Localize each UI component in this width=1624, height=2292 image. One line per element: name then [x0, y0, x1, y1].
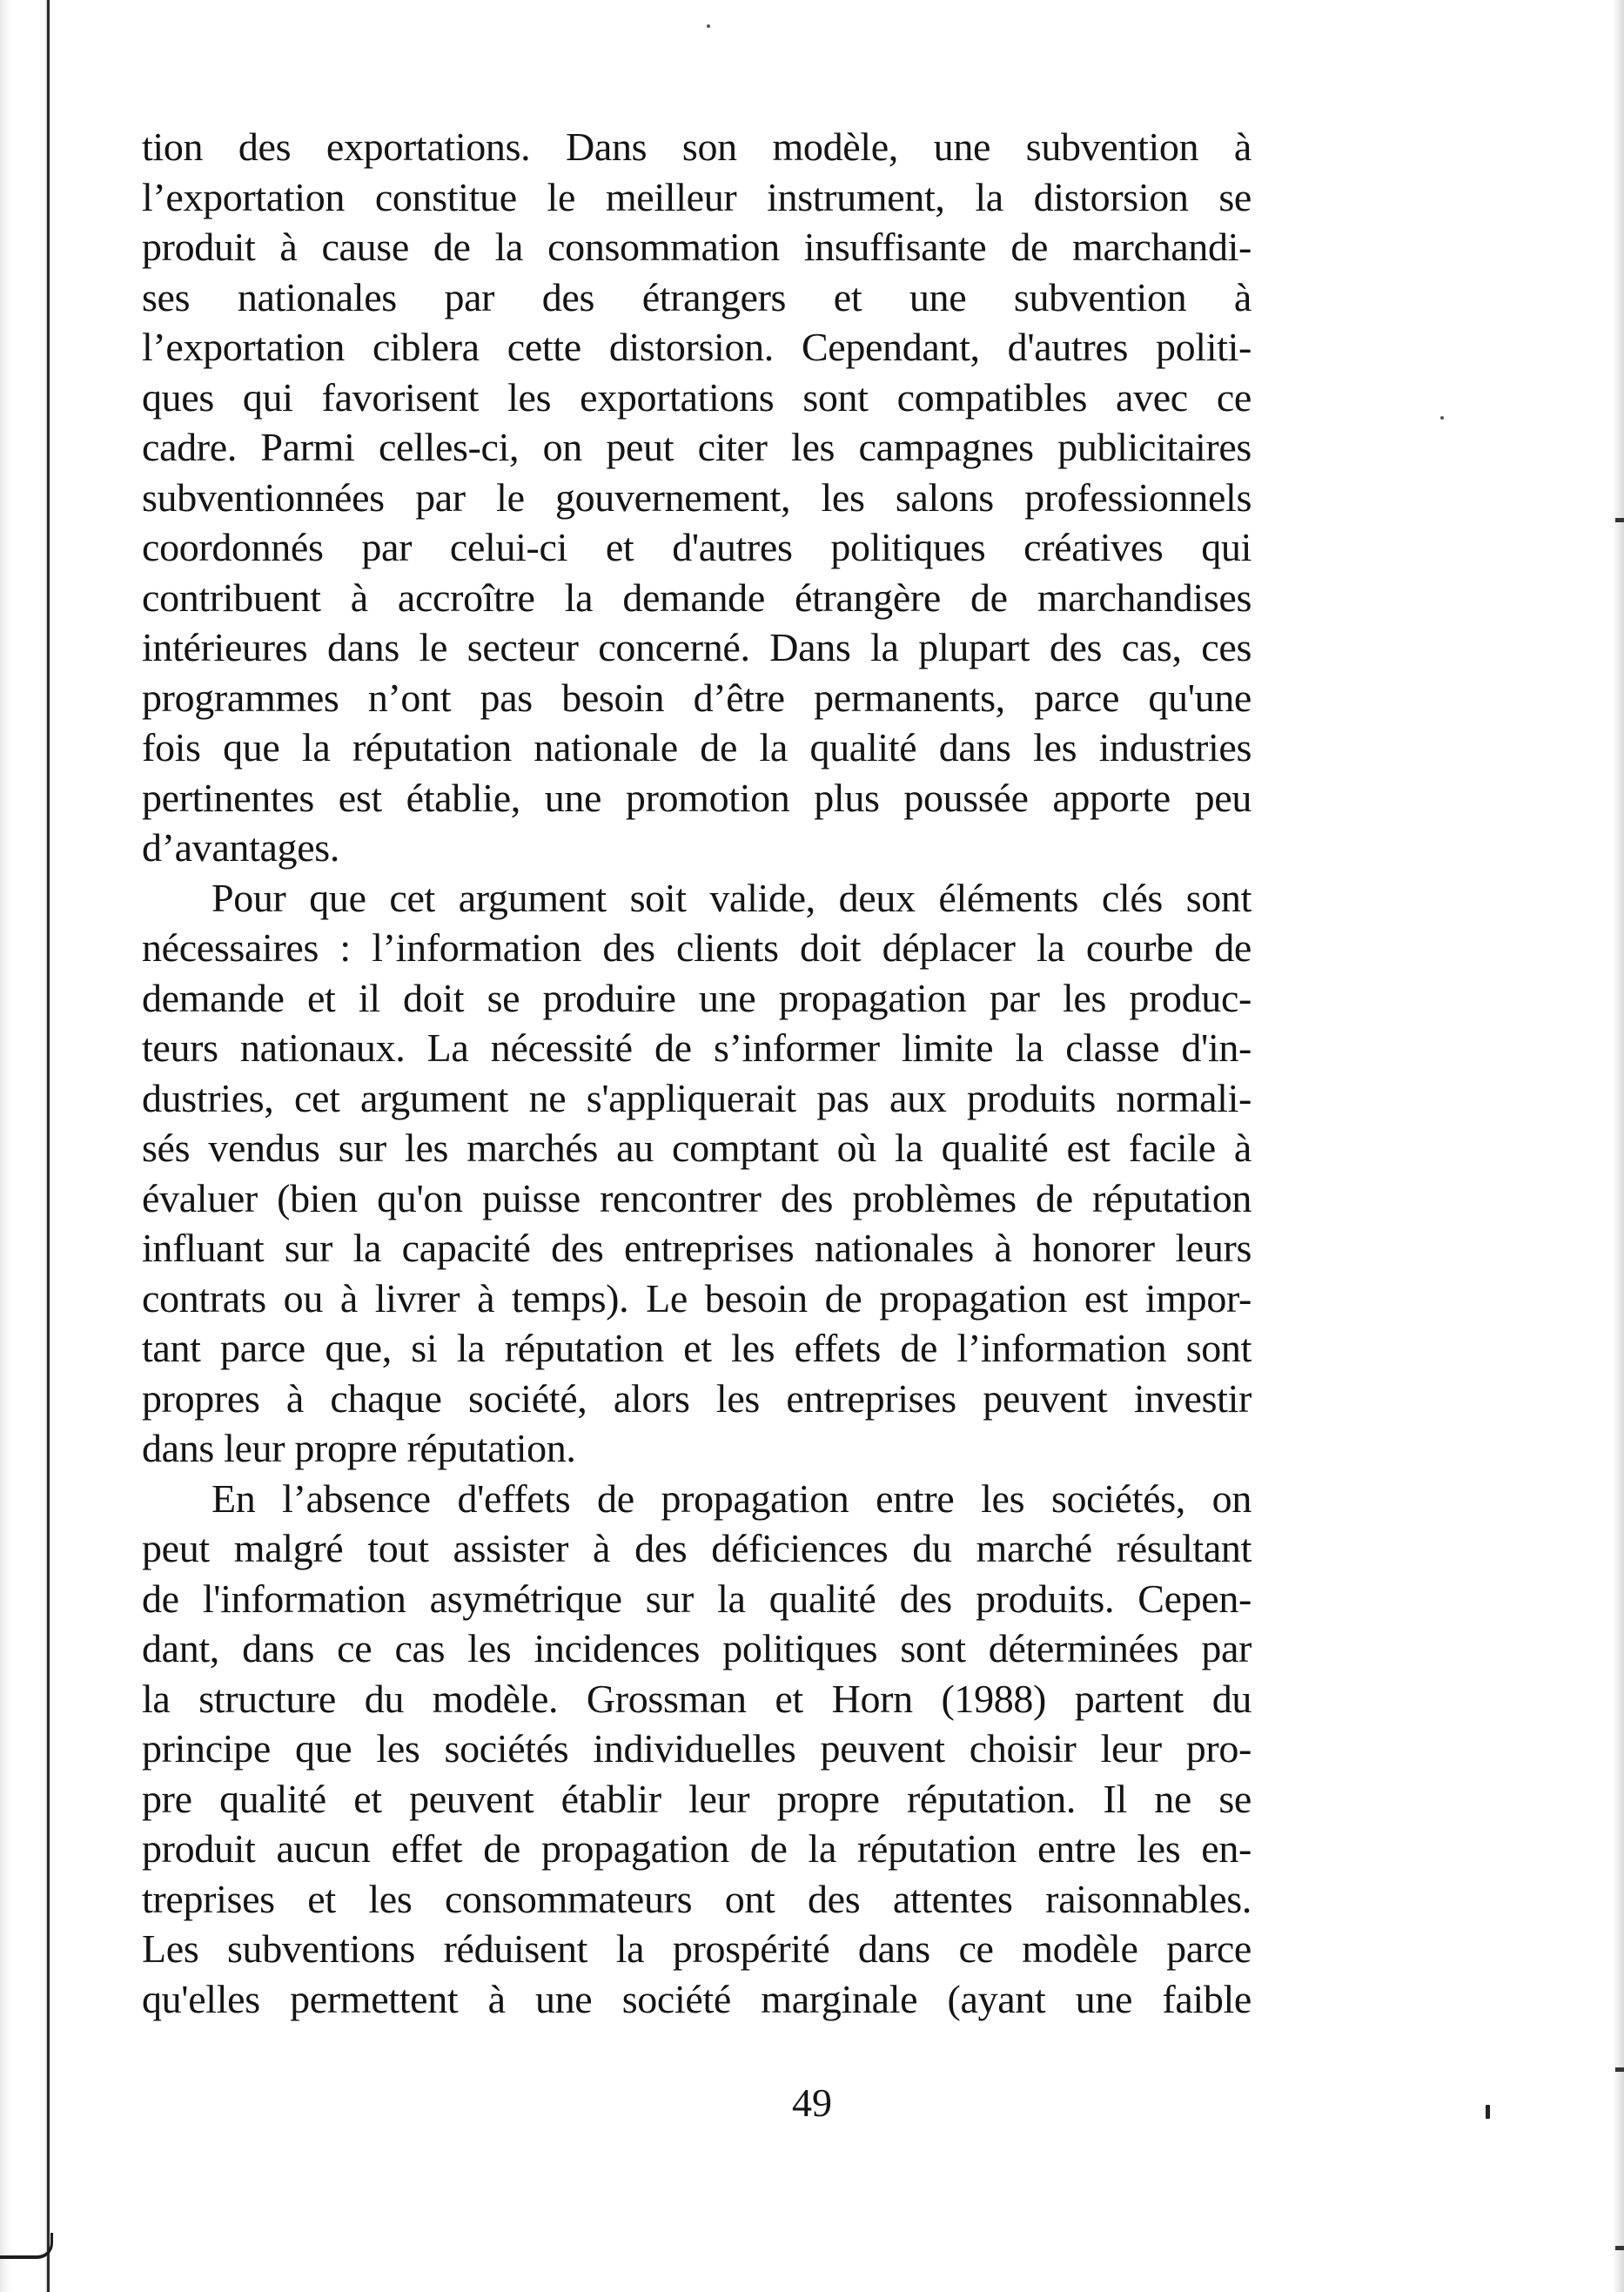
text-line: contribuent à accroître la demande étrangère de marchandises — [142, 575, 1252, 620]
text-line: Pour que cet argument soit valide, deux éléments clés sont — [211, 875, 1252, 920]
text-line: contrats ou à livrer à temps). Le besoin de propagation est impor- — [142, 1275, 1252, 1321]
scan-mark — [1615, 518, 1624, 522]
text-line: sés vendus sur les marchés au comptant où la qualité est facile à — [142, 1126, 1252, 1170]
text-line: pertinentes est établie, une promotion plus poussée apporte peu — [142, 775, 1252, 820]
text-line: cadre. Parmi celles-ci, on peut citer les campagnes publicitaires — [142, 425, 1252, 469]
text-line: demande et il doit se produire une propagation par les produc- — [142, 975, 1252, 1020]
text-line: tant parce que, si la réputation et les effets de l’information sont — [142, 1326, 1252, 1370]
text-line: peut malgré tout assister à des déficiences du marché résultant — [142, 1526, 1252, 1570]
scan-speck — [707, 24, 710, 28]
text-line: produit à cause de la consommation insuffisante de marchandi- — [142, 225, 1252, 269]
text-line: influant sur la capacité des entreprises nationales à honorer leurs — [142, 1226, 1252, 1270]
page-number: 49 — [792, 2080, 832, 2125]
text-line: tion des exportations. Dans son modèle, une subvention à — [142, 124, 1252, 169]
binding-shadow — [0, 0, 50, 2292]
scan-mark — [1615, 2246, 1624, 2250]
text-line: l’exportation constitue le meilleur instrument, la distorsion se — [142, 174, 1252, 219]
text-line: programmes n’ont pas besoin d’être permanents, parce qu'une — [142, 675, 1252, 720]
text-line: pre qualité et peuvent établir leur propre réputation. Il ne se — [142, 1776, 1252, 1821]
text-line: treprises et les consommateurs ont des attentes raisonnables. — [142, 1876, 1252, 1921]
paragraph-1 — [142, 122, 1252, 873]
text-line: dans leur propre réputation. — [142, 1426, 576, 1470]
text-line: qu'elles permettent à une société marginale (ayant une faible — [142, 1976, 1252, 2021]
paragraph-2 — [142, 873, 1252, 1474]
text-line: l’exportation ciblera cette distorsion. Cependant, d'autres politi- — [142, 325, 1252, 369]
text-line: intérieures dans le secteur concerné. Dans la plupart des cas, ces — [142, 625, 1252, 669]
text-line: d’avantages. — [142, 825, 339, 870]
text-line: la structure du modèle. Grossman et Horn (1988) partent du — [142, 1676, 1252, 1721]
text-line: produit aucun effet de propagation de la réputation entre les en- — [142, 1826, 1252, 1871]
text-line: de l'information asymétrique sur la qualité des produits. Cepen- — [142, 1576, 1252, 1621]
right-scan-edge — [1612, 0, 1624, 2292]
text-line: dustries, cet argument ne s'appliquerait pas aux produits normali- — [142, 1075, 1252, 1120]
text-line: teurs nationaux. La nécessité de s’informer limite la classe d'in- — [142, 1025, 1252, 1070]
text-line: coordonnés par celui-ci et d'autres politiques créatives qui — [142, 525, 1252, 569]
text-line: évaluer (bien qu'on puisse rencontrer des problèmes de réputation — [142, 1175, 1252, 1220]
scan-speck — [1440, 416, 1444, 420]
text-line: fois que la réputation nationale de la qualité dans les industries — [142, 725, 1252, 770]
text-line: En l’absence d'effets de propagation entre les sociétés, on — [211, 1475, 1252, 1521]
binding-edge-line — [47, 0, 50, 2292]
text-line: ses nationales par des étrangers et une subvention à — [142, 274, 1252, 319]
text-line: subventionnées par le gouvernement, les salons professionnels — [142, 474, 1252, 520]
text-line: principe que les sociétés individuelles peuvent choisir leur pro- — [142, 1726, 1252, 1771]
text-line: nécessaires : l’information des clients doit déplacer la courbe de — [142, 925, 1252, 970]
text-line: dant, dans ce cas les incidences politiques sont déterminées par — [142, 1626, 1252, 1670]
body-text — [142, 122, 1252, 2024]
text-line: ques qui favorisent les exportations sont compatibles avec ce — [142, 374, 1252, 420]
paragraph-3 — [142, 1474, 1252, 2025]
text-line: propres à chaque société, alors les entreprises peuvent investir — [142, 1375, 1252, 1421]
text-line: Les subventions réduisent la prospérité dans ce modèle parce — [142, 1926, 1252, 1971]
scan-mark — [1615, 2067, 1624, 2072]
binding-corner-mark — [0, 2233, 53, 2259]
